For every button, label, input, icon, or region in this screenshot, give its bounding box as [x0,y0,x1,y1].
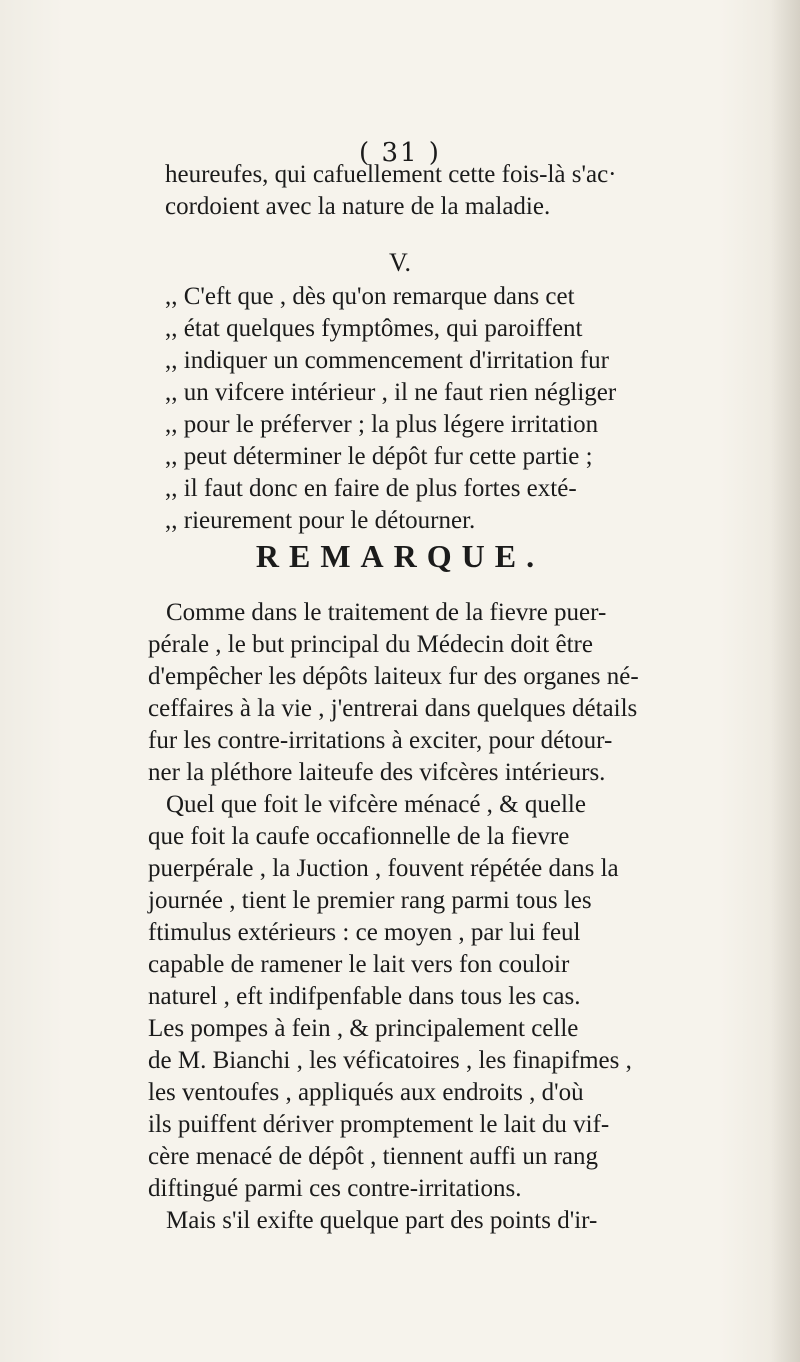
body-line: Comme dans le traitement de la fievre puer- [166,599,607,626]
section-number: V. [389,248,411,277]
body-line: Mais s'il exifte quelque part des points d'ir- [166,1207,598,1234]
body-line: naturel , eft indifpenfable dans tous les cas. [148,983,581,1010]
body-line: journée , tient le premier rang parmi tous les [148,887,592,914]
body-line: ils puiffent dériver promptement le lait du vif- [148,1111,610,1138]
body-line: diftingué parmi ces contre-irritations. [148,1175,522,1202]
body-line: ner la pléthore laiteufe des vifcères intérieurs. [148,759,606,786]
body-line: les ventoufes , appliqués aux endroits , d'où [148,1079,584,1106]
body-line: cère menacé de dépôt , tiennent auffi un rang [148,1143,599,1170]
body-line: Quel que foit le vifcère ménacé , & quelle [166,791,586,818]
body-line: ftimulus extérieurs : ce moyen , par lui feul [148,919,581,946]
quote-line: ,, pour le préferver ; la plus légere irritation [165,411,599,438]
quote-line: ,, il faut donc en faire de plus fortes exté- [165,475,577,502]
body-line: fur les contre-irritations à exciter, pour détour- [148,727,613,754]
quote-line: ,, peut déterminer le dépôt fur cette partie ; [165,443,593,470]
body-line: pérale , le but principal du Médecin doit être [148,631,593,658]
body-line: puerpérale , la Juction , fouvent répétée dans la [148,855,619,882]
quote-line: ,, état quelques fymptômes, qui paroiffent [165,315,583,342]
page-number: ( 31 ) [359,138,441,168]
quote-line: ,, rieurement pour le détourner. [165,507,476,534]
quote-line: ,, indiquer un commencement d'irritation fur [165,347,609,374]
body-line: Les pompes à fein , & principalement celle [148,1015,579,1042]
text-line: cordoient avec la nature de la maladie. [165,193,551,220]
quote-line: ,, un vifcere intérieur , il ne faut rien négliger [165,379,617,406]
body-line: d'empêcher les dépôts laiteux fur des organes né- [148,663,639,690]
page-edge-shadow [770,0,800,1362]
body-line: de M. Bianchi , les véficatoires , les finapifmes , [148,1047,632,1074]
body-line: que foit la caufe occafionnelle de la fievre [148,823,570,850]
body-line: capable de ramener le lait vers fon couloir [148,951,570,978]
quote-line: ,, C'eft que , dès qu'on remarque dans cet [165,283,575,310]
text-line: heureufes, qui cafuellement cette fois-là s'ac· [165,161,617,188]
body-line: ceffaires à la vie , j'entrerai dans quelques détails [148,695,638,722]
remarque-heading: REMARQUE. [255,538,545,574]
